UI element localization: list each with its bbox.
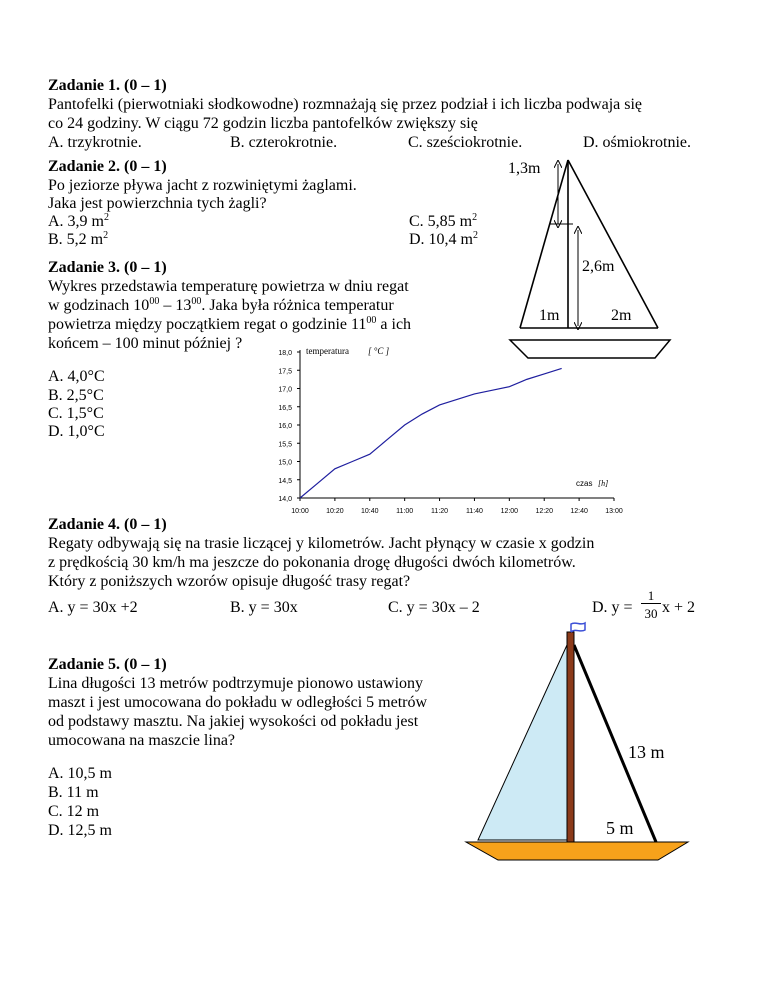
x-tick-label: 10:00	[291, 508, 309, 515]
task1-answer-b[interactable]: B. czterokrotnie.	[230, 134, 338, 151]
fraction-numerator: 1	[647, 588, 655, 603]
y-tick-label: 17,5	[278, 368, 292, 376]
task1-answer-d[interactable]: D. ośmiokrotnie.	[583, 134, 691, 151]
task4-answer-d[interactable]: D. y =	[592, 599, 633, 616]
label-5m: 5 m	[606, 818, 634, 838]
x-tick-label: 12:40	[570, 508, 588, 515]
y-tick-label: 14,0	[278, 496, 292, 503]
task5-answer-a[interactable]: A. 10,5 m	[48, 765, 112, 782]
task5-answer-d[interactable]: D. 12,5 m	[48, 822, 112, 839]
task2-text-line2: Jaka jest powierzchnia tych żagli?	[48, 195, 267, 212]
task4-text-line3: Który z poniższych wzorów opisuje długość trasy regat?	[48, 573, 411, 590]
sail	[478, 645, 567, 840]
label-2m: 2m	[611, 307, 632, 324]
task2-title: Zadanie 2. (0 – 1)	[48, 158, 167, 175]
task5-text-line1: Lina długości 13 metrów podtrzymuje pionowo ustawiony	[48, 675, 424, 692]
fraction-denominator: 30	[644, 606, 658, 621]
task4-answer-d-suffix: x + 2	[662, 599, 696, 616]
task3-answer-a[interactable]: A. 4,0°C	[48, 368, 105, 385]
label-13m: 13 m	[628, 742, 665, 762]
mast	[567, 632, 574, 842]
task3-text-line2: w godzinach $10^{00} - 13^{00}$. Jaka była różnica temperatur	[48, 296, 394, 314]
task4-text-line2: z prędkością 30 km/h ma jeszcze do pokonania drogę długości dwóch kilometrów.	[48, 554, 576, 571]
task1-text-line1: Pantofelki (pierwotniaki słodkowodne) rozmnażają się przez podział i ich liczba podwaja się	[48, 96, 643, 113]
x-tick-label: 12:20	[535, 508, 553, 515]
temperature-series-line	[300, 368, 562, 498]
task4-text-line1: Regaty odbywają się na trasie liczącej y kilometrów. Jacht płynący w czasie x godzin	[48, 535, 595, 552]
task1-text-line2: co 24 godziny. W ciągu 72 godzin liczba pantofelków zwiększy się	[48, 115, 478, 132]
y-tick-label: 14,5	[278, 477, 292, 485]
task5-text-line3: od podstawy masztu. Na jakiej wysokości od pokładu jest	[48, 713, 419, 730]
boat-hull	[466, 842, 688, 860]
y-tick-label: 18,0	[278, 350, 292, 357]
task1-title: Zadanie 1. (0 – 1)	[48, 77, 167, 94]
task4-answer-b[interactable]: B. y = 30x	[230, 599, 298, 616]
task3-text-line3: powietrza między początkiem regat o godzinie $11^{00}$ a ich	[48, 315, 412, 333]
task5-title: Zadanie 5. (0 – 1)	[48, 656, 167, 673]
task5-answer-c[interactable]: C. 12 m	[48, 803, 100, 820]
y-tick-label: 16,0	[278, 423, 292, 430]
task5-text-line4: umocowana na maszcie lina?	[48, 732, 236, 749]
task3-title: Zadanie 3. (0 – 1)	[48, 259, 167, 276]
y-axis-label: temperatura	[306, 346, 349, 356]
task2-answer-a[interactable]: A. 3,9 $m^2$	[48, 212, 109, 230]
x-tick-label: 10:40	[361, 508, 379, 515]
task2-answer-d[interactable]: D. 10,4 $m^2$	[409, 230, 478, 248]
task3-answer-b[interactable]: B. 2,5°C	[48, 387, 104, 404]
y-tick-label: 15,5	[278, 441, 292, 449]
x-axis-unit: [h]	[598, 479, 609, 488]
x-tick-label: 11:40	[465, 508, 483, 515]
temperature-chart	[262, 340, 622, 525]
task3-answer-d[interactable]: D. 1,0°C	[48, 423, 105, 440]
sail-triangles	[520, 160, 658, 328]
x-tick-label: 12:00	[500, 508, 519, 515]
task5-text-line2: maszt i jest umocowana do pokładu w odległości 5 metrów	[48, 694, 428, 711]
y-tick-label: 16,5	[278, 404, 292, 412]
y-tick-label: 15,0	[278, 459, 292, 467]
task4-answer-a[interactable]: A. y = 30x +2	[48, 599, 138, 616]
task2-answer-b[interactable]: B. 5,2 $m^2$	[48, 230, 109, 248]
label-2-6m: 2,6m	[582, 258, 615, 275]
x-tick-label: 13:00	[605, 508, 623, 515]
label-1m: 1m	[539, 307, 560, 324]
label-1-3m: 1,3m	[508, 160, 541, 177]
fraction-bar	[641, 603, 661, 604]
task4-answer-c[interactable]: C. y = 30x – 2	[388, 599, 480, 616]
task1-answer-c[interactable]: C. sześciokrotnie.	[408, 134, 523, 151]
task5-answer-b[interactable]: B. 11 m	[48, 784, 99, 801]
y-axis-unit: [ °C ]	[368, 346, 390, 356]
task2-text-line1: Po jeziorze pływa jacht z rozwiniętymi żaglami.	[48, 177, 357, 194]
x-tick-label: 11:00	[396, 508, 414, 515]
task3-answer-c[interactable]: C. 1,5°C	[48, 405, 104, 422]
x-tick-label: 11:20	[431, 508, 449, 515]
x-tick-label: 10:20	[326, 508, 344, 515]
task3-text-line4: końcem – 100 minut później ?	[48, 335, 243, 352]
task2-answer-c[interactable]: C. 5,85 $m^2$	[409, 212, 478, 230]
task1-answer-a[interactable]: A. trzykrotnie.	[48, 134, 142, 151]
task4-title: Zadanie 4. (0 – 1)	[48, 516, 167, 533]
y-tick-label: 17,0	[278, 386, 292, 394]
pennant-flag	[571, 623, 585, 632]
task3-text-line1: Wykres przedstawia temperaturę powietrza w dniu regat	[48, 278, 409, 295]
x-axis-label: czas	[576, 479, 593, 488]
